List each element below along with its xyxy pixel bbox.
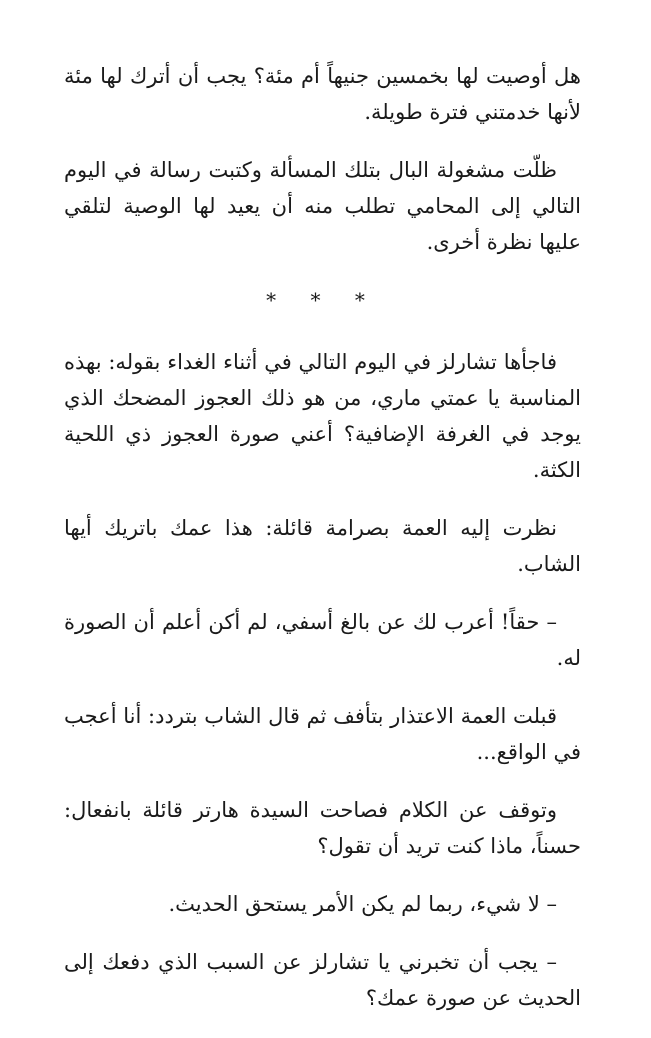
- paragraph-2: ظلّت مشغولة البال بتلك المسألة وكتبت رسالة في اليوم التالي إلى المحامي تطلب منه أن يعيد لها الوصية لتلقي عليها نظرة أخرى.: [64, 158, 581, 254]
- paragraph-1: هل أوصيت لها بخمسين جنيهاً أم مئة؟ يجب أن أترك لها مئة لأنها خدمتني فترة طويلة.: [64, 64, 581, 124]
- book-page: [64, 58, 581, 1038]
- paragraph-9: – يجب أن تخبرني يا تشارلز عن السبب الذي دفعك إلى الحديث عن صورة عمك؟: [64, 950, 581, 1010]
- paragraph-7: وتوقف عن الكلام فصاحت السيدة هارتر قائلة بانفعال: حسناً، ماذا كنت تريد أن تقول؟: [64, 798, 581, 858]
- paragraph-8: – لا شيء، ربما لم يكن الأمر يستحق الحديث.: [168, 892, 557, 916]
- paragraph-4: نظرت إليه العمة بصرامة قائلة: هذا عمك باتريك أيها الشاب.: [64, 516, 581, 576]
- paragraph-5: – حقاً! أعرب لك عن بالغ أسفي، لم أكن أعلم أن الصورة له.: [64, 610, 581, 670]
- section-separator: * * *: [266, 288, 379, 312]
- paragraph-3: فاجأها تشارلز في اليوم التالي في أثناء الغداء بقوله: بهذه المناسبة يا عمتي ماري، من هو ذلك العجوز المضحك الذي يوجد في الغرفة الإضافية؟ أعني صورة العجوز ذي اللحية الكثة.: [64, 350, 581, 482]
- paragraph-6: قبلت العمة الاعتذار بتأفف ثم قال الشاب بتردد: أنا أعجب في الواقع...: [64, 704, 581, 764]
